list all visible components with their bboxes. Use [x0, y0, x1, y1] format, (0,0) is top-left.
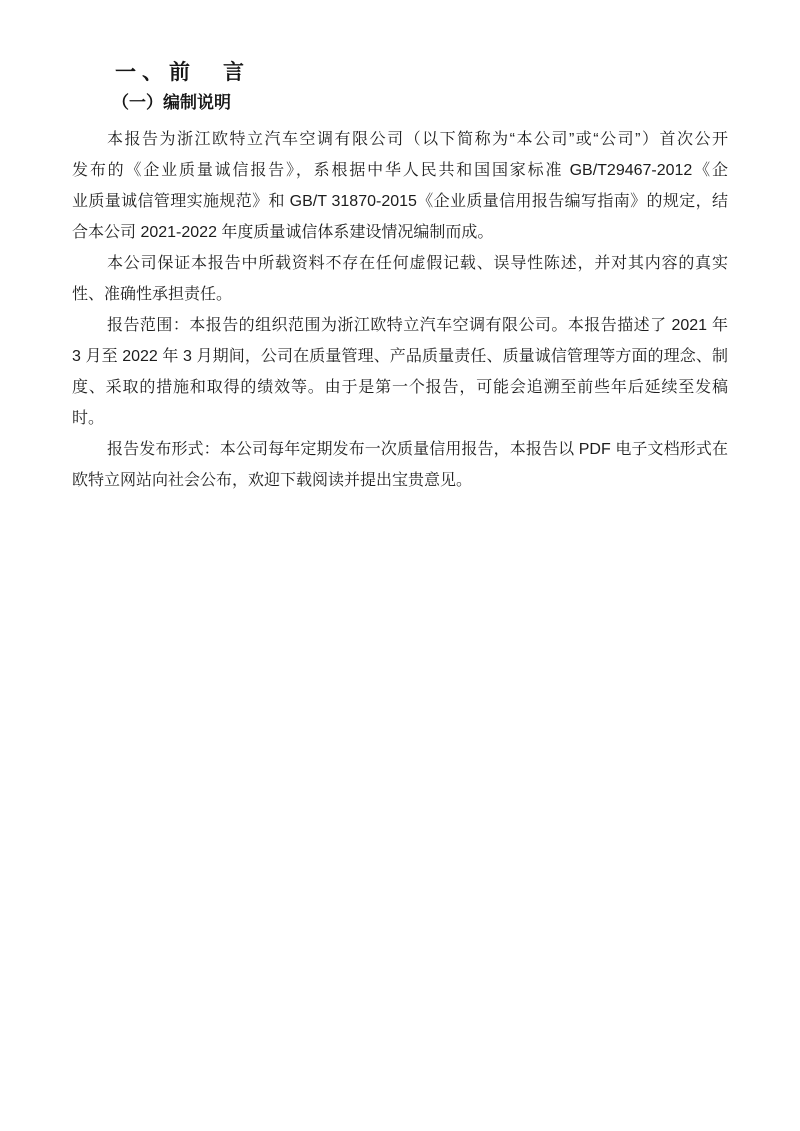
- section-heading: 一、前 言: [115, 61, 250, 84]
- text-line: 性、准确性承担责任。: [72, 286, 233, 303]
- paragraph: [72, 248, 728, 310]
- document-body: [72, 124, 728, 496]
- paragraph: [72, 434, 728, 496]
- text-line: 业质量诚信管理实施规范》和 GB/T 31870-2015《企业质量信用报告编写指南》的规定，结: [72, 193, 728, 210]
- text-line: 度、采取的措施和取得的绩效等。由于是第一个报告，可能会追溯至前些年后延续至发稿: [72, 379, 728, 396]
- document-content: [0, 0, 800, 496]
- text-line: 时。: [72, 410, 105, 427]
- text-line: 报告发布形式：本公司每年定期发布一次质量信用报告，本报告以 PDF 电子文档形式在: [107, 441, 728, 458]
- text-line: 报告范围：本报告的组织范围为浙江欧特立汽车空调有限公司。本报告描述了 2021 年: [107, 317, 728, 334]
- text-line: 发布的《企业质量诚信报告》，系根据中华人民共和国国家标准 GB/T29467-2012《企: [72, 162, 728, 179]
- subsection-heading: （一）编制说明: [112, 93, 231, 112]
- text-line: 欧特立网站向社会公布，欢迎下载阅读并提出宝贵意见。: [72, 472, 473, 489]
- text-line: 本报告为浙江欧特立汽车空调有限公司（以下简称为“本公司”或“公司”）首次公开: [107, 131, 728, 148]
- text-line: 合本公司 2021-2022 年度质量诚信体系建设情况编制而成。: [72, 224, 494, 241]
- text-line: 3 月至 2022 年 3 月期间，公司在质量管理、产品质量责任、质量诚信管理等方面的理念、制: [72, 348, 728, 365]
- text-line: 本公司保证本报告中所载资料不存在任何虚假记载、误导性陈述，并对其内容的真实: [107, 255, 728, 272]
- paragraph: [72, 310, 728, 434]
- paragraph: [72, 124, 728, 248]
